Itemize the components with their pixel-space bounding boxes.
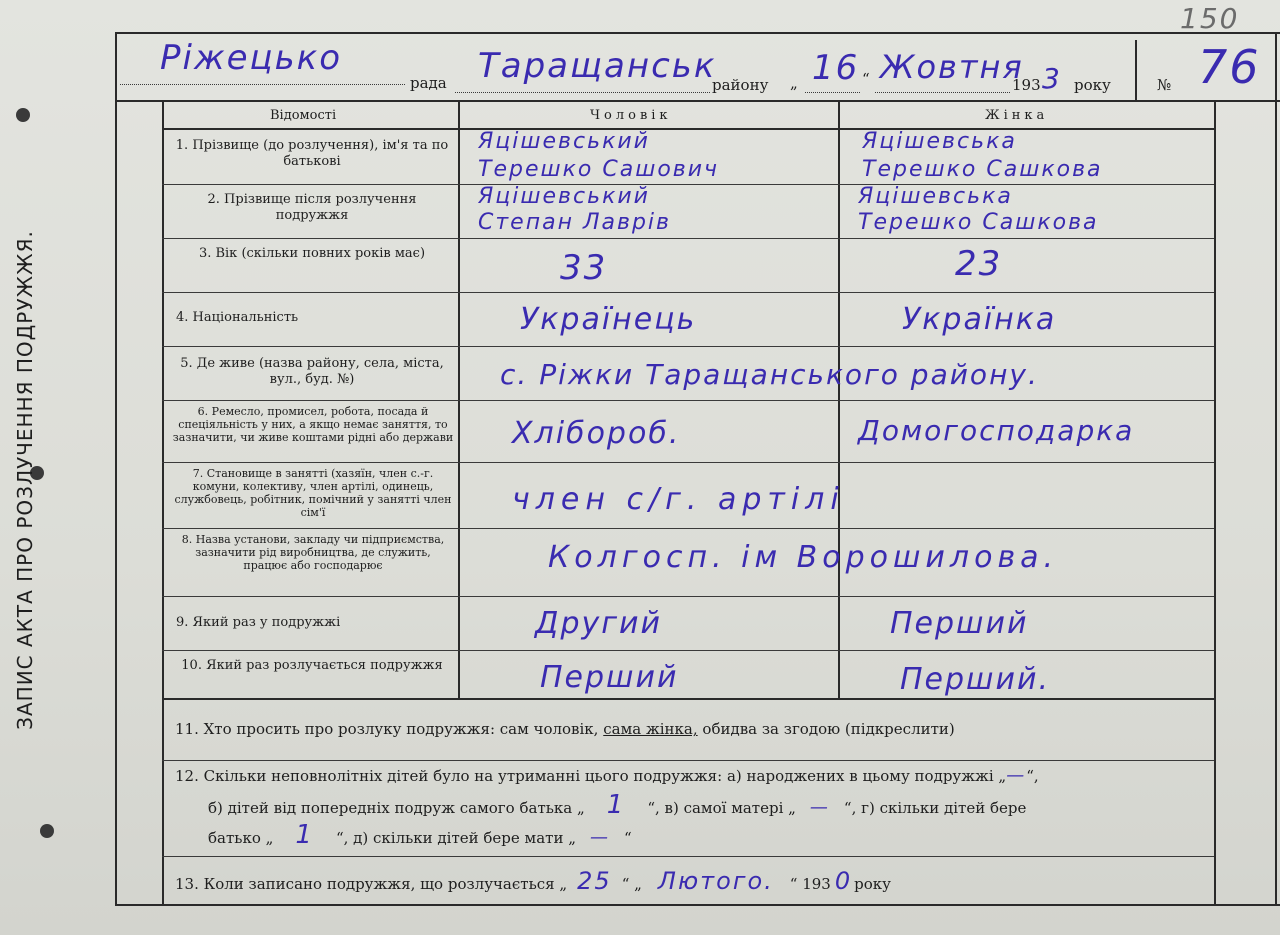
date-day: 16	[812, 48, 860, 88]
item12-value-c: —	[809, 797, 830, 818]
husband-age: 33	[560, 248, 608, 288]
row-separator-8	[162, 596, 1214, 597]
item13-quote-close: “	[789, 875, 803, 893]
row-label-8: 8. Назва установи, закладу чи підприємства, зазначити рід виробництва, де служить, працює або господарює	[181, 533, 445, 572]
row-separator-4	[162, 346, 1214, 347]
item12-line1-close: “,	[1026, 767, 1039, 785]
right-inner-border	[1214, 100, 1216, 904]
number-label: №	[1157, 76, 1172, 94]
column-header-wife: Жінка	[985, 108, 1049, 123]
item13-year-prefix: 193	[802, 875, 831, 893]
rada-label: рада	[410, 74, 447, 92]
item12-line1-text: 12. Скільки неповнолітніх дітей було на утриманні цього подружжя: а) народжених в цьому подружжі „	[175, 767, 1007, 785]
punch-hole-top	[16, 108, 30, 122]
row-separator-6	[162, 462, 1214, 463]
row-label-1: 1. Прізвище (до розлучення), ім'я та по батькові	[175, 138, 449, 169]
item13-day: 25	[577, 867, 612, 895]
rayon-name: Таращанськ	[478, 46, 717, 86]
item13-suffix: року	[854, 875, 891, 893]
husband-divorce-number: Перший	[540, 660, 679, 695]
side-title: ЗАПИС АКТА ПРО РОЗЛУЧЕННЯ ПОДРУЖЖЯ.	[13, 230, 37, 730]
item12-value-e: —	[589, 827, 610, 848]
item11-underlined-choice: сама жінка,	[603, 720, 698, 738]
row-separator-7	[162, 528, 1214, 529]
archive-page-number: 150	[1180, 2, 1240, 35]
row-separator-5	[162, 400, 1214, 401]
rada-name-underline	[120, 84, 405, 85]
row-separator-3	[162, 292, 1214, 293]
item13-year-digit: 0	[834, 867, 851, 895]
row-separator-2	[162, 238, 1214, 239]
date-quote-open: „	[790, 74, 798, 92]
wife-age: 23	[955, 244, 1003, 284]
item11-suffix: обидва за згодою (підкреслити)	[702, 720, 955, 738]
rada-name: Ріжецько	[160, 38, 343, 78]
row-label-9: 9. Який раз у подружжі	[176, 615, 341, 630]
husband-marriage-number: Другий	[535, 606, 662, 641]
punch-hole-bottom	[40, 824, 54, 838]
date-day-underline	[805, 92, 860, 93]
wife-divorce-number: Перший.	[900, 662, 1051, 697]
header-bottom-line	[115, 100, 1280, 102]
item12-line3-close: “	[623, 829, 632, 847]
wife-nationality: Українка	[902, 302, 1057, 337]
row-label-4: 4. Національність	[176, 310, 299, 325]
wife-marriage-number: Перший	[890, 606, 1029, 641]
item12-line2b: “, в) самої матері „	[647, 799, 796, 817]
husband-occupation: Хлібороб.	[512, 416, 681, 451]
husband-surname-after: Яцішевський Степан Лаврів	[478, 184, 671, 235]
item11-prefix: 11. Хто просить про розлуку подружжя: сам чоловік,	[175, 720, 599, 738]
rayon-label: району	[712, 76, 769, 94]
frame-top	[115, 32, 1280, 34]
wife-occupation: Домогосподарка	[858, 414, 1135, 447]
year-digit: 3	[1042, 62, 1060, 95]
row-label-2: 2. Прізвище після розлучення подружжя	[207, 192, 417, 223]
side-title-divider	[162, 100, 164, 904]
husband-nationality: Українець	[520, 302, 697, 337]
frame-bottom	[115, 904, 1280, 906]
row-label-3: 3. Вік (скільки повних років має)	[198, 246, 426, 261]
item13-prefix: 13. Коли записано подружжя, що розлучається „	[175, 875, 568, 893]
wife-surname-before: Яцішевська Терешко Сашкова	[862, 129, 1103, 182]
item12-line2c: “, г) скільки дітей бере	[843, 799, 1027, 817]
item13-line	[175, 867, 891, 895]
row-label-7: 7. Становище в занятті (хазяїн, член с.-г. комуни, колективу, член артілі, одинець, службовець, робітник, помічний у занятті член сім'ї	[174, 467, 452, 519]
workplace: Колгосп. ім Ворошилова.	[548, 540, 1059, 575]
item12-line2a: б) дітей від попередніх подруж самого батька „	[208, 799, 585, 817]
row-label-6: 6. Ремесло, промисел, робота, посада й спеціяльність у них, а якщо немає заняття, то зазначити, чи живе коштами рідні або держави	[172, 405, 454, 444]
number-box-divider	[1135, 40, 1137, 100]
item12-value-a: —	[1006, 765, 1027, 786]
husband-wife-divider	[838, 100, 840, 698]
item12-line3a: батько „	[208, 829, 274, 847]
date-month-underline	[875, 92, 1010, 93]
residence: с. Ріжки Таращанського району.	[500, 358, 1039, 391]
year-label: року	[1074, 76, 1111, 94]
year-prefix: 193	[1012, 76, 1041, 94]
row-label-5: 5. Де живе (назва району, села, міста, вул., буд. №)	[180, 356, 444, 387]
column-header-info: Відомості	[270, 108, 337, 123]
husband-surname-before: Яцішевський Терешко Сашович	[478, 129, 720, 182]
date-month: Жовтня	[880, 48, 1024, 86]
frame-left	[115, 32, 117, 904]
item12-line3b: “, д) скільки дітей бере мати „	[335, 829, 576, 847]
wife-surname-after: Яцішевська Терешко Сашкова	[858, 184, 1099, 235]
column-header-husband: Чоловік	[590, 108, 672, 123]
item13-month: Лютого.	[657, 867, 774, 895]
record-number: 76	[1198, 40, 1261, 94]
item13-quote: “ „	[621, 875, 642, 893]
item12-line3	[208, 820, 632, 850]
info-column-divider	[458, 100, 460, 698]
row-label-10: 10. Який раз розлучається подружжя	[181, 658, 443, 673]
table-bottom	[162, 698, 1214, 700]
row-separator-9	[162, 650, 1214, 651]
rayon-name-underline	[455, 92, 710, 93]
item12-line1	[175, 766, 1039, 786]
item12-value-d: 1	[295, 820, 314, 850]
item12-bottom	[162, 856, 1214, 857]
item12-value-b: 1	[606, 790, 626, 820]
item12-line2	[208, 790, 1027, 820]
item11-text	[175, 720, 955, 739]
frame-right	[1275, 32, 1277, 904]
item11-bottom	[162, 760, 1214, 761]
date-quote-close: “	[862, 70, 870, 88]
husband-employment-status: член с/г. артілі	[512, 482, 845, 517]
